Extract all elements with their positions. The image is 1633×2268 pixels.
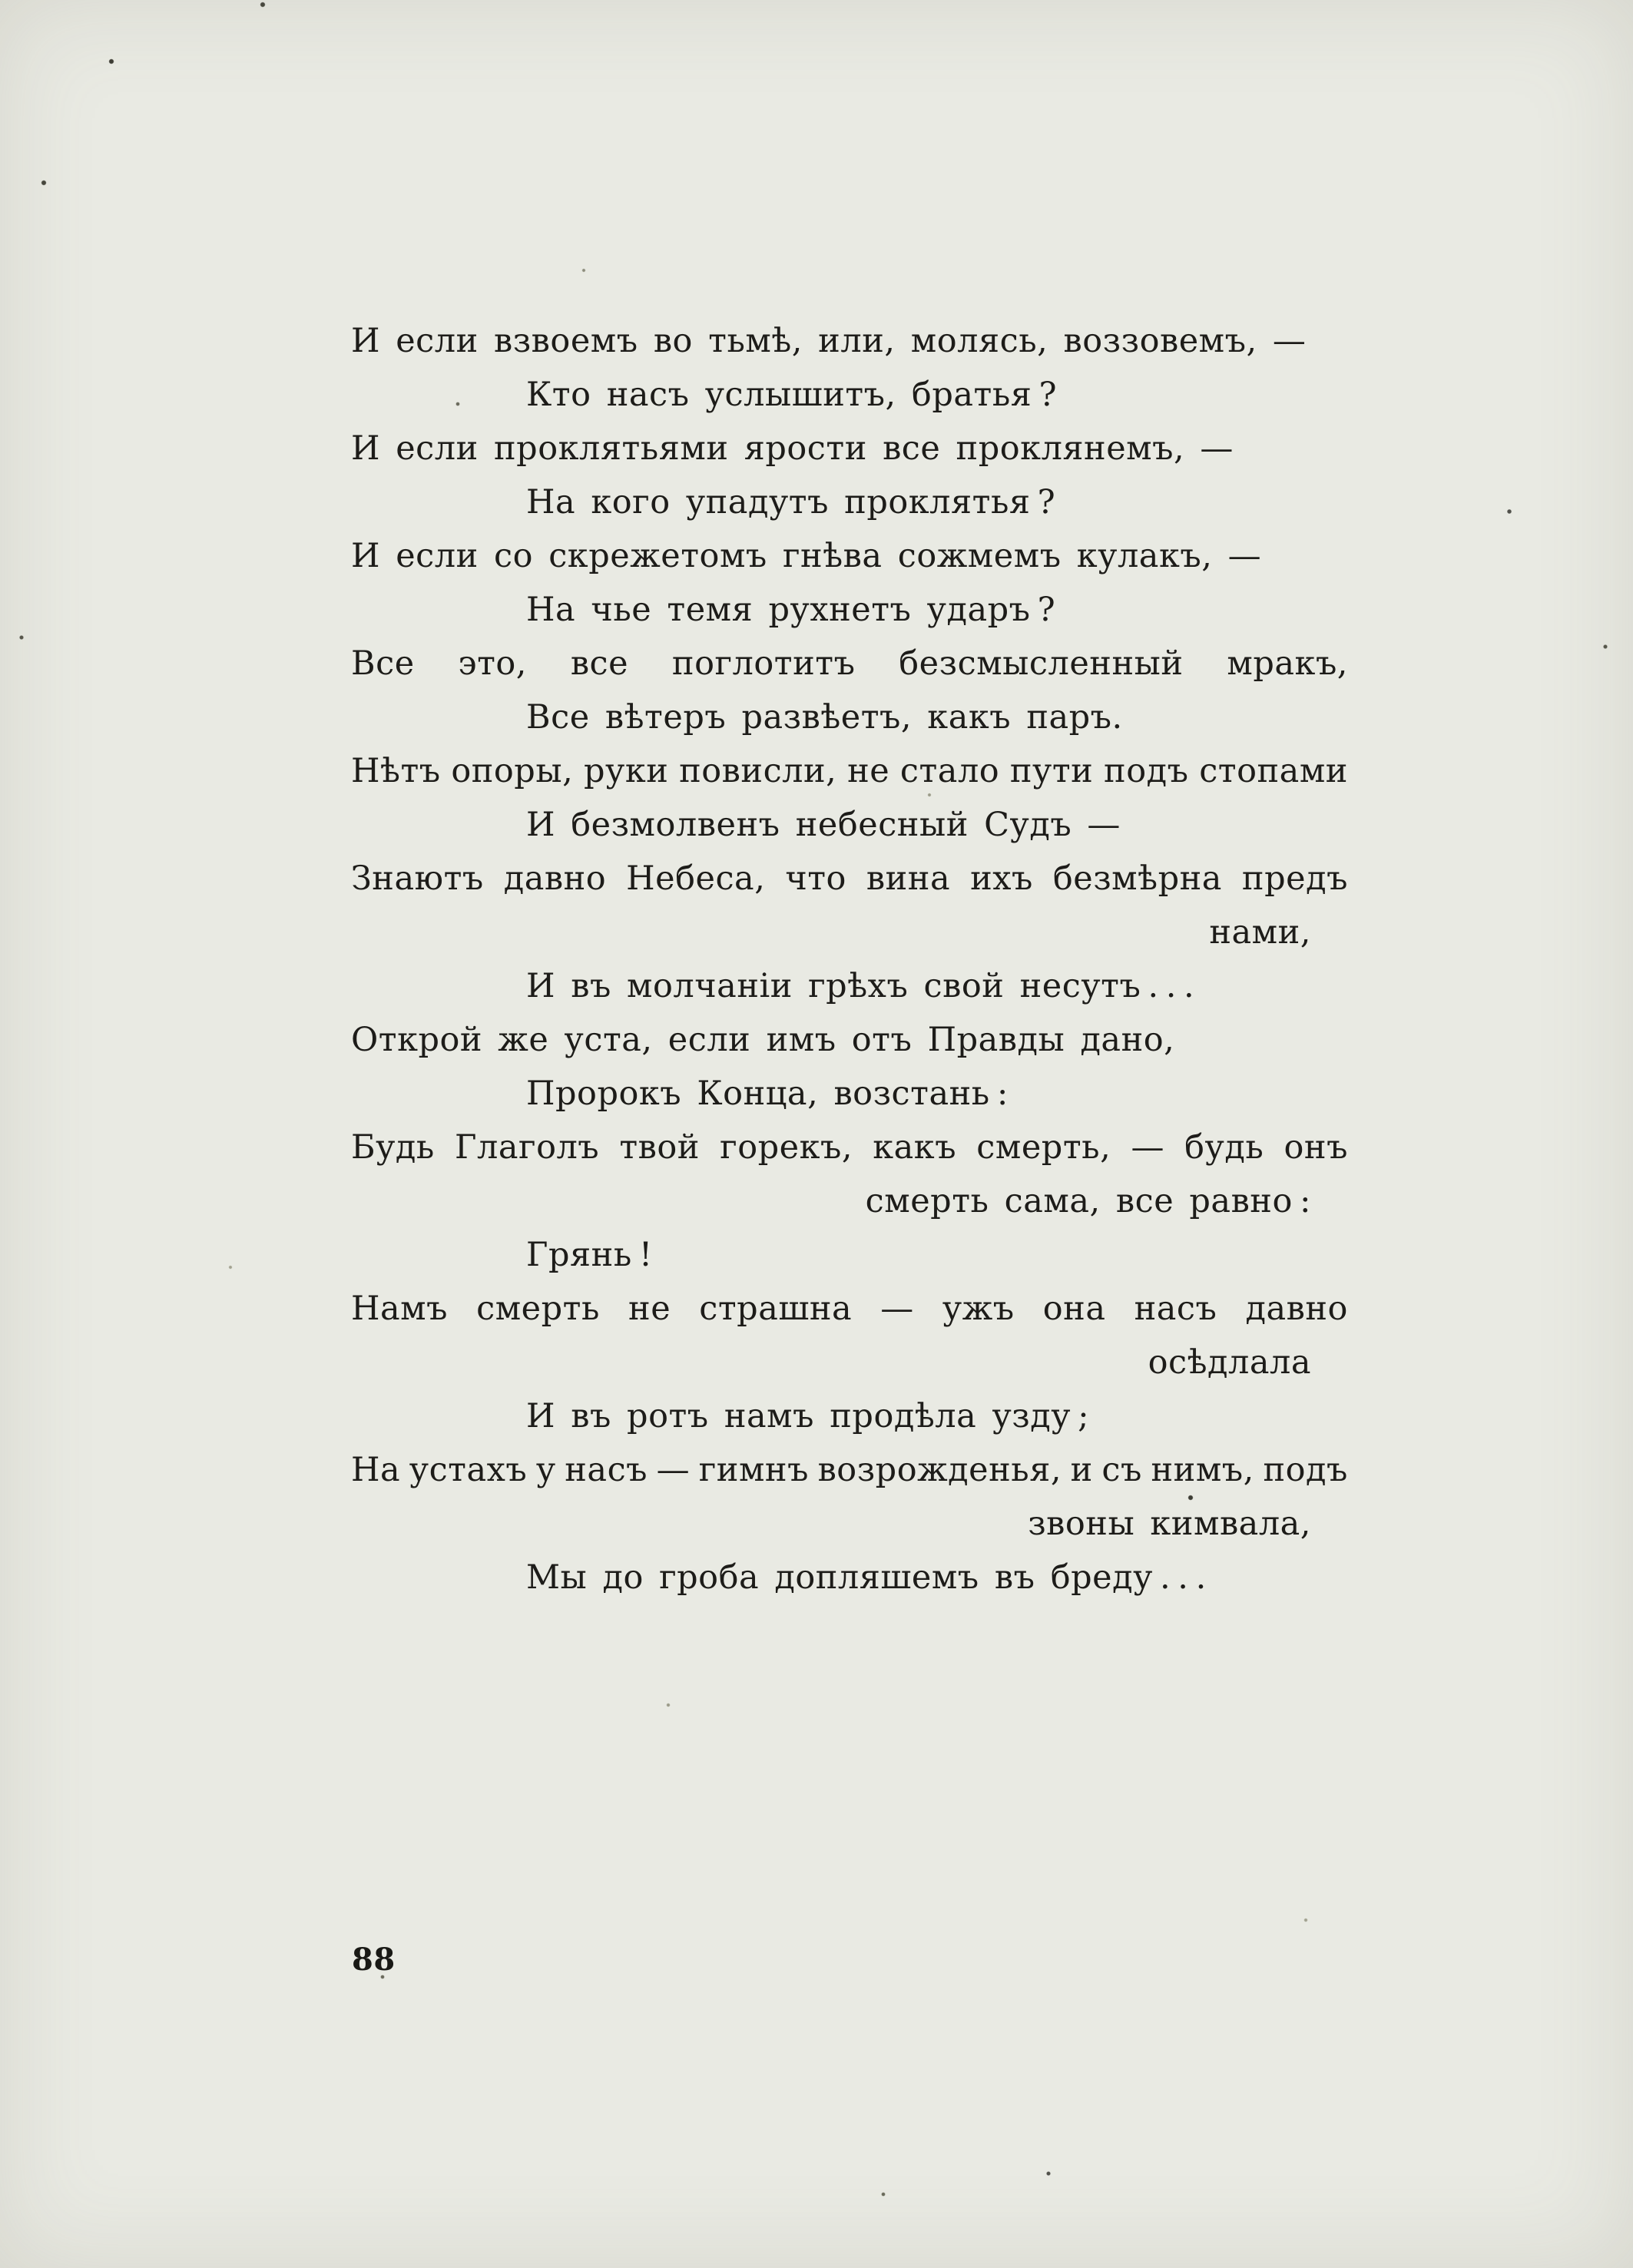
poem-word: насъ — [565, 1451, 648, 1489]
poem-word: Знаютъ — [351, 859, 484, 898]
poem-word: гимнъ — [698, 1451, 809, 1489]
poem-word: стало — [899, 752, 1000, 790]
poem-word: ужъ — [942, 1290, 1015, 1328]
poem-line — [351, 637, 1348, 690]
poem-word: — — [880, 1290, 914, 1328]
poem-word: насъ — [1134, 1290, 1217, 1328]
poem-line: Мы до гроба допляшемъ въ бреду . . . — [526, 1558, 1207, 1597]
poem-word: съ — [1101, 1451, 1142, 1489]
poem-word: Глаголъ — [455, 1128, 600, 1167]
poem-word: давно — [1245, 1290, 1348, 1328]
poem-word: она — [1042, 1290, 1106, 1328]
poem-word: — — [656, 1451, 691, 1489]
poem-line: смерть сама, все равно : — [865, 1182, 1311, 1220]
poem-word: пути — [1009, 752, 1094, 790]
poem-word: безсмысленный — [899, 644, 1184, 683]
poem-word: Нѣтъ — [351, 752, 441, 790]
poem-word: опоры, — [451, 752, 574, 790]
poem-word: и — [1070, 1451, 1093, 1489]
poem-line — [351, 744, 1348, 798]
poem-line — [351, 1121, 1348, 1174]
poem-word: подъ — [1104, 752, 1189, 790]
poem-word: поглотитъ — [671, 644, 856, 683]
poem-line: Кто насъ услышитъ, братья ? — [526, 376, 1058, 414]
poem-word: предъ — [1241, 859, 1348, 898]
poem-word: мракъ, — [1227, 644, 1348, 683]
poem-word: страшна — [699, 1290, 853, 1328]
poem-word: не — [847, 752, 890, 790]
poem-word: Намъ — [351, 1290, 449, 1328]
poem-word: возрожденья, — [817, 1451, 1062, 1489]
poem-word: будь — [1184, 1128, 1264, 1167]
poem-word: твой — [619, 1128, 700, 1167]
poem-word: подъ — [1263, 1451, 1348, 1489]
poem-word: — — [1131, 1128, 1164, 1167]
poem-word: устахъ — [409, 1451, 528, 1489]
poem-line — [351, 852, 1348, 906]
poem-line — [351, 1443, 1348, 1497]
poem-word: вина — [866, 859, 951, 898]
poem-line: И безмолвенъ небесный Судъ — — [526, 806, 1121, 844]
poem-word: это, — [458, 644, 527, 683]
poem-line: Открой же уста, если имъ отъ Правды дано, — [351, 1021, 1175, 1059]
poem-word: Все — [351, 644, 415, 683]
poem-word: что — [785, 859, 846, 898]
poem-word: смерть — [476, 1290, 600, 1328]
poem-word: стопами — [1199, 752, 1348, 790]
poem-word: руки — [583, 752, 669, 790]
poem-word: горекъ, — [720, 1128, 853, 1167]
poem-word: Небеса, — [626, 859, 766, 898]
poem-line: И въ молчаніи грѣхъ свой несутъ . . . — [526, 967, 1195, 1005]
poem-line: осѣдлала — [1148, 1343, 1311, 1382]
poem-word: повисли, — [679, 752, 837, 790]
poem-line: Пророкъ Конца, возстань : — [526, 1074, 1009, 1113]
poem-word: давно — [503, 859, 607, 898]
poem-line: Грянь ! — [526, 1236, 653, 1274]
poem-word: не — [628, 1290, 671, 1328]
poem-word: Будь — [351, 1128, 435, 1167]
poem-line — [351, 1282, 1348, 1336]
poem-word: смерть, — [976, 1128, 1111, 1167]
poem-line: И въ ротъ намъ продѣла узду ; — [526, 1397, 1090, 1435]
poem-line: нами, — [1209, 913, 1311, 952]
poem-line: Все вѣтеръ развѣетъ, какъ паръ. — [526, 698, 1123, 737]
poem-line: На чье темя рухнетъ ударъ ? — [526, 591, 1056, 629]
poem-line: И если проклятьями ярости все проклянемъ, — — [351, 429, 1234, 468]
poem-line: звоны кимвала, — [1028, 1505, 1311, 1543]
poem-line: И если со скрежетомъ гнѣва сожмемъ кулакъ, — — [351, 537, 1262, 575]
poem-word: какъ — [873, 1128, 957, 1167]
poem-word: безмѣрна — [1052, 859, 1222, 898]
poem-word: все — [570, 644, 629, 683]
poem — [351, 314, 1348, 1604]
poem-word: онъ — [1284, 1128, 1348, 1167]
poem-line: И если взвоемъ во тьмѣ, или, молясь, воззовемъ, — — [351, 322, 1307, 360]
page-number: 88 — [352, 1942, 396, 1978]
poem-word: ихъ — [970, 859, 1033, 898]
poem-line: На кого упадутъ проклятья ? — [526, 483, 1056, 521]
poem-word: На — [351, 1451, 401, 1489]
poem-word: нимъ, — [1151, 1451, 1254, 1489]
poem-word: у — [535, 1451, 556, 1489]
